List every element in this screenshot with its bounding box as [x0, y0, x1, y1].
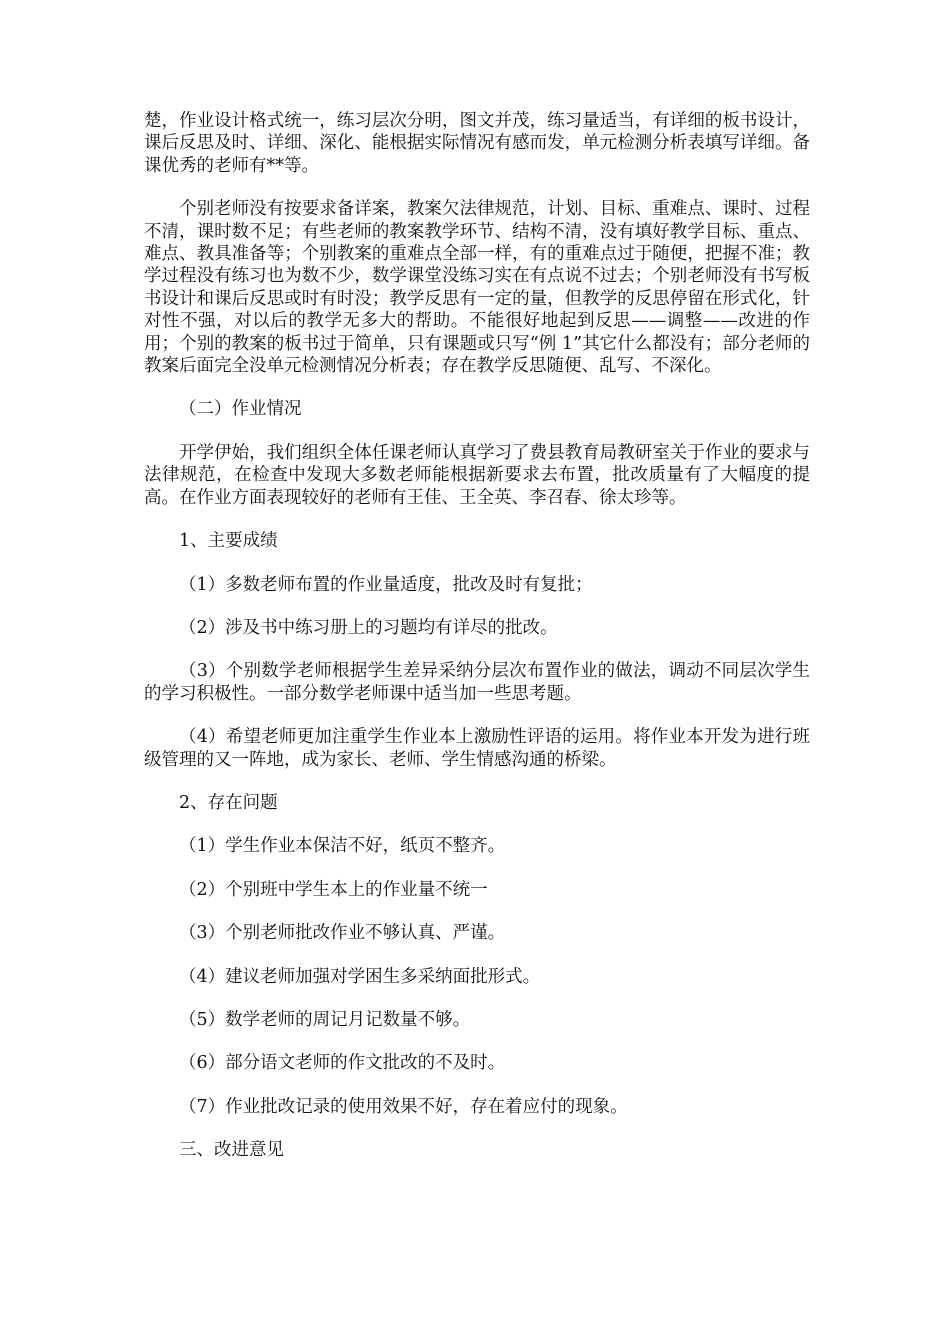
- subheading-problems: 2、存在问题: [179, 792, 278, 813]
- list-item-problem-2: （2）个别班中学生本上的作业量不统一: [179, 879, 488, 900]
- list-item-problem-3: （3）个别老师批改作业不够认真、严谨。: [179, 923, 506, 944]
- paragraph-homework-intro: 开学伊始，我们组织全体任课老师认真学习了费县教育局教研室关于作业的要求与法律规范，在检查中发现大多数老师能根据新要求去布置，批改质量有了大幅度的提高。在作业方面表现较好的老师有王佳、王全英、李召春、徐太珍等。: [144, 442, 810, 508]
- paragraph-preparation-praise: 楚，作业设计格式统一，练习层次分明，图文并茂，练习量适当，有详细的板书设计，课后反思及时、详细、深化、能根据实际情况有感而发，单元检测分析表填写详细。备课优秀的老师有**等。: [144, 111, 810, 176]
- list-item-problem-7: （7）作业批改记录的使用效果不好，存在着应付的现象。: [179, 1096, 628, 1117]
- section-heading-homework: （二）作业情况: [179, 399, 302, 420]
- list-item-achievement-3: （3）个别数学老师根据学生差异采纳分层次布置作业的做法，调动不同层次学生的学习积极性。一部分数学老师课中适当加一些思考题。: [144, 661, 810, 704]
- list-item-achievement-1: （1）多数老师布置的作业量适度，批改及时有复批；: [179, 574, 593, 595]
- paragraph-preparation-problems: 个别老师没有按要求备详案，教案欠法律规范，计划、目标、重难点、课时、过程不清，课时数不足；有些老师的教案教学环节、结构不清，没有填好教学目标、重点、难点、教具准备等；个别教案的重难点全部一样，有的重难点过于随便，把握不准；教学过程没有练习也为数不少，数学课堂没练习实在有点说不过去；个别老师没有书写板书设计和课后反思或时有时没；教学反思有一定的量，但教学的反思停留在形式化，针对性不强，对以后的教学无多大的帮助。不能很好地起到反思——调整——改进的作用；个别的教案的板书过于简单，只有课题或只写“例 1”其它什么都没有；部分老师的教案后面完全没单元检测情况分析表；存在教学反思随便、乱写、不深化。: [144, 199, 810, 377]
- list-item-problem-1: （1）学生作业本保洁不好，纸页不整齐。: [179, 836, 506, 857]
- subheading-achievements: 1、主要成绩: [179, 531, 278, 552]
- list-item-problem-5: （5）数学老师的周记月记数量不够。: [179, 1009, 471, 1030]
- list-item-problem-6: （6）部分语文老师的作文批改的不及时。: [179, 1053, 506, 1074]
- list-item-problem-4: （4）建议老师加强对学困生多采纳面批形式。: [179, 966, 541, 987]
- list-item-achievement-2: （2）涉及书中练习册上的习题均有详尽的批改。: [179, 617, 558, 638]
- document-body: [144, 110, 810, 1183]
- list-item-achievement-4: （4）希望老师更加注重学生作业本上激励性评语的运用。将作业本开发为进行班级管理的又一阵地，成为家长、老师、学生情感沟通的桥梁。: [144, 727, 810, 770]
- section-heading-improvements: 三、改进意见: [179, 1140, 284, 1161]
